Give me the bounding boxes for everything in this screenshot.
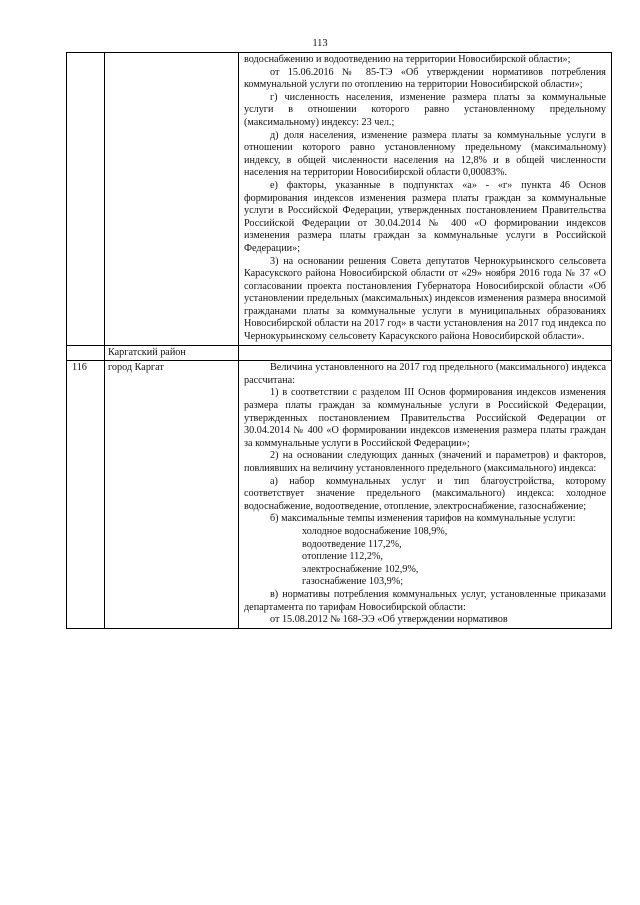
text-paragraph: отопление 112,2%, bbox=[302, 551, 383, 563]
table-row bbox=[67, 345, 612, 361]
text-paragraph: д) доля населения, изменение размера платы за коммунальные услуги в отношении которого равно установленному предельному (максимальному) индексу, в общей численности населения на 12,8% и в общей численности населения на территории Новосибирской области 0,00083%. bbox=[244, 129, 606, 179]
text-paragraph: от 15.06.2016 № 85-ТЭ «Об утверждении нормативов потребления коммунальной услуги по отоплению на территории Новосибирской области»; bbox=[244, 66, 606, 91]
text-paragraph: а) набор коммунальных услуг и тип благоустройства, которому соответствует значение предельного (максимального) индекса: холодное водоснабжение, водоотведение, отопление, электроснабжение, газоснабжение; bbox=[244, 475, 606, 512]
text-paragraph: 3) на основании решения Совета депутатов Чернокурьинского сельсовета Карасукского района Новосибирской области от «29» ноября 2016 года № 37 «О согласовании проекта постановления Губернатора Новосибирской области «Об установлении предельных (максимальных) индексов изменения размера вносимой гражданами платы за коммунальные услуги в муниципальных образованиях Новосибирской области на 2017 год» в части установления на 2017 год индекса по Чернокурьинскому сельсовету Карасукского района Новосибирской области». bbox=[244, 255, 606, 343]
municipality-name bbox=[105, 53, 239, 346]
text-paragraph: г) численность населения, изменение размера платы за коммунальные услуги в отношении которого равно установленному предельному (максимальному) индексу: 23 чел.; bbox=[244, 91, 606, 128]
index-justification bbox=[239, 345, 612, 361]
row-number: 116 bbox=[67, 361, 105, 628]
text-paragraph: холодное водоснабжение 108,9%, bbox=[302, 525, 448, 537]
text-paragraph: б) максимальные темпы изменения тарифов на коммунальные услуги: bbox=[270, 513, 576, 525]
text-paragraph: газоснабжение 103,9%; bbox=[302, 576, 404, 588]
text-paragraph: Величина установленного на 2017 год предельного (максимального) индекса рассчитана: bbox=[244, 362, 606, 386]
table-row bbox=[67, 53, 612, 346]
municipality-name: город Каргат bbox=[105, 361, 239, 628]
text-paragraph: водоотведение 117,2%, bbox=[302, 538, 402, 550]
index-justification bbox=[239, 361, 612, 628]
document-table bbox=[66, 52, 612, 629]
text-paragraph: в) нормативы потребления коммунальных услуг, установленные приказами департамента по тарифам Новосибирской области: bbox=[244, 588, 606, 613]
text-paragraph: е) факторы, указанные в подпунктах «а» - «г» пункта 46 Основ формирования индексов изменения размера платы граждан за коммунальные услуги в Российской Федерации, утвержденных постановлением Правительства Российской Федерации от 30.04.2014 № 400 «О формировании индексов изменения размера платы граждан за коммунальные услуги в Российской Федерации»; bbox=[244, 179, 606, 254]
index-justification bbox=[239, 53, 612, 346]
text-paragraph: 1) в соответствии с разделом III Основ формирования индексов изменения размера платы граждан за коммунальные услуги в Российской Федерации, утвержденных постановлением Правительства Российской Федерации от 30.04.2014 № 400 «О формировании индексов изменения размера платы граждан за коммунальные услуги в Российской Федерации»; bbox=[244, 387, 606, 449]
text-paragraph: водоснабжению и водоотведению на территории Новосибирской области»; bbox=[244, 54, 571, 65]
row-number bbox=[67, 345, 105, 361]
row-number bbox=[67, 53, 105, 346]
text-paragraph: электроснабжение 102,9%, bbox=[302, 563, 419, 575]
text-paragraph: от 15.08.2012 № 168-ЭЭ «Об утверждении нормативов bbox=[270, 614, 508, 626]
municipality-name: Каргатский район bbox=[105, 345, 239, 361]
text-paragraph: 2) на основании следующих данных (значений и параметров) и факторов, повлиявших на величину установленного предельного (максимального) индекса: bbox=[244, 450, 606, 474]
table-row bbox=[67, 361, 612, 628]
page-number: 113 bbox=[312, 38, 328, 49]
